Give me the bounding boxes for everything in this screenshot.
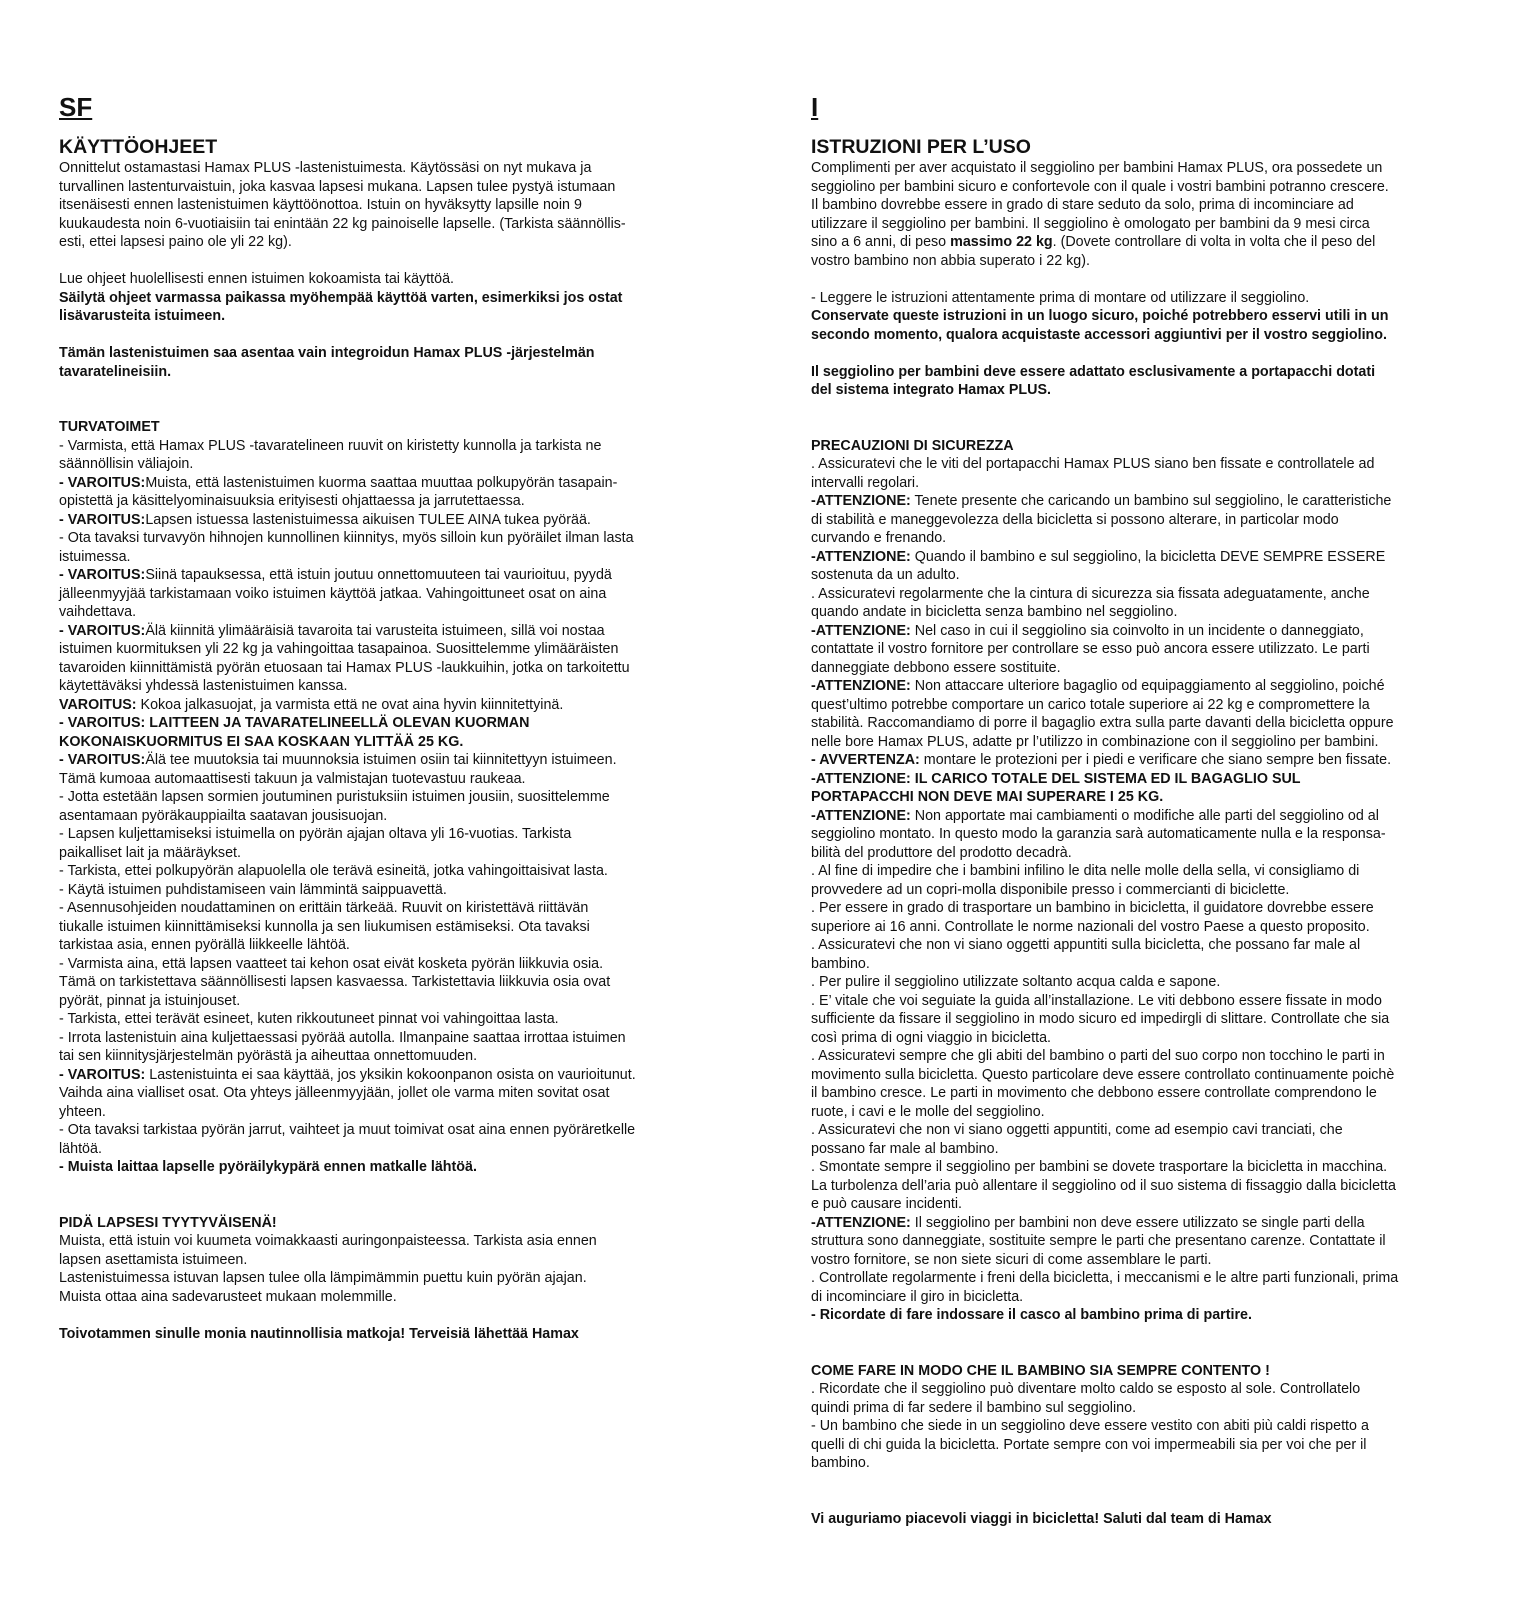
safety-list xyxy=(811,455,1476,1325)
safety-item xyxy=(59,437,709,474)
safety-item xyxy=(811,1214,1476,1270)
safety-item-text: Siinä tapauksessa, että istuin joutuu onnettomuuteen tai vaurioituu, pyydä jälleenmyyjää tarkistamaan voiko istuimen käyttöä jatkaa. Vahingoittuneet osat on aina vaihdettava. xyxy=(59,567,612,620)
safety-item-text: Älä kiinnitä ylimääräisiä tavaroita tai varusteita istuimeen, sillä voi nostaa istuimen kuormituksen yli 22 kg ja vahingoittaa tasapainoa. Suosittelemme ylimääräisten tavaroiden kiinnittämistä pyörän etuosaan tai Hamax PLUS -laukkuihin, jotka on tarkoitettu käytettäväksi yhdessä lastenistuimen kanssa. xyxy=(59,622,630,694)
safety-item-text: . Per essere in grado di trasportare un bambino in bicicletta, il guidatore dovrebbe essere superiore ai 16 anni. Controllate le norme nazionali del vostro Paese a questo proposito. xyxy=(811,900,1374,935)
happy-paragraph: Muista, että istuin voi kuumeta voimakkaasti auringonpaisteessa. Tarkista asia ennen lapsen asettamista istuimeen. Lastenistuimessa istuvan lapsen tulee olla lämpimämmin puettu kuin pyörän ajajan. Muista ottaa aina sadevarusteet mukaan molemmille. xyxy=(59,1233,597,1305)
safety-item-text: - Asennusohjeiden noudattaminen on erittäin tärkeää. Ruuvit on kiristettävä riittävän tiukalle istuimen kiinnittämiseksi kunnolla ja sen liukumisen estämiseksi. Ota tavaksi tarkistaa asia, ennen pyörällä liikkeelle lähtöä. xyxy=(59,900,590,953)
language-code: I xyxy=(811,92,819,122)
safety-item-label: - VAROITUS: xyxy=(59,567,146,583)
safety-item xyxy=(59,511,709,530)
intro-text: Complimenti per aver acquistato il seggiolino per bambini Hamax PLUS, ora possedete un seggiolino per bambini sicuro e confortevole con il quale i vostri bambini potranno crescere. Il bambino dovrebbe essere in grado di stare seduto da solo, prima di incominciare ad utilizzare il seggiolino per bambini. Il seggiolino è omologato per bambini da 9 mesi circa sino a 6 anni, di peso xyxy=(811,160,1389,250)
safety-item-text: Il seggiolino per bambini non deve essere utilizzato se single parti della struttura sono danneggiate, sostituite sempre le parti che presentano carenze. Contattate il vostro fornitore, se non siete sicuri di come assemblare le parti. xyxy=(811,1214,1386,1268)
safety-item-text: . E’ vitale che voi seguiate la guida all’installazione. Le viti debbono essere fissate in modo sufficiente da fissare il seggiolino in modo sicuro ed impedirgli di slittare. Controllate che sia così prima di ogni viaggio in bicicletta. xyxy=(811,992,1390,1046)
safety-item-label: - VAROITUS: xyxy=(59,622,146,639)
safety-item xyxy=(59,622,709,696)
safety-item-text: . Per pulire il seggiolino utilizzate soltanto acqua calda e sapone. xyxy=(811,974,1221,990)
safety-item-text: - Varmista, että Hamax PLUS -tavaratelineen ruuvit on kiristetty kunnolla ja tarkista ne säännöllisin väliajoin. xyxy=(59,437,602,472)
safety-item-text: Tenete presente che caricando un bambino sul seggiolino, le caratteristiche di stabilità e maneggevolezza della bicicletta si possono alterare, in particolar modo curvando e frenando. xyxy=(811,493,1392,546)
safety-item-label: - VAROITUS: xyxy=(59,511,146,528)
safety-item-text: montare le protezioni per i piedi e verificare che siano sempre ben fissate. xyxy=(919,752,1392,768)
safety-item-text: Nel caso in cui il seggiolino sia coinvolto in un incidente o danneggiato, contattate il vostro fornitore per controllare se esso può ancora essere utilizzato. Le parti danneggiate debbono essere sostituite. xyxy=(811,622,1370,676)
intro-paragraph: Onnittelut ostamastasi Hamax PLUS -lastenistuimesta. Käytössäsi on nyt mukava ja turvallinen lastenturvaistuin, joka kasvaa lapsesi mukana. Lapsen tulee pystyä istumaan itsenäisesti ennen lastenistuimen käyttöönottoa. Istuin on hyväksytty lapsille noin 9 kuukaudesta noin 6-vuotiaisiin tai enintään 22 kg painoiselle lapselle. (Tarkista säännöllis- esti, ettei lapsesi paino ole yli 22 kg). xyxy=(59,160,626,250)
safety-item-text: Älä tee muutoksia tai muunnoksia istuimen osiin tai kiinnitettyyn istuimeen. Tämä kumoaa automaattisesti takuun ja valmistajan tuotevastuu raukeaa. xyxy=(59,752,617,787)
language-code: SF xyxy=(59,92,93,122)
safety-item-text: Non apportate mai cambiamenti o modifiche alle parti del seggiolino od al seggiolino montato. In questo modo la garanzia sarà automaticamente nulla e la responsa- bilità del produttore del prodotto decadrà. xyxy=(811,807,1386,861)
safety-item-label: -ATTENZIONE: xyxy=(811,678,911,694)
safety-item-text: - Ota tavaksi tarkistaa pyörän jarrut, vaihteet ja muut toimivat osat aina ennen pyöräretkelle lähtöä. xyxy=(59,1122,636,1157)
safety-item-text: Quando il bambino e sul seggiolino, la bicicletta DEVE SEMPRE ESSERE sostenuta da un adulto. xyxy=(811,548,1386,583)
safety-item-text: - Tarkista, ettei terävät esineet, kuten rikkoutuneet pinnat voi vahingoittaa lasta. xyxy=(59,1011,559,1027)
safety-item-text: . Al fine di impedire che i bambini infilino le dita nelle molle della sella, vi consigliamo di provvedere ad un copri-molla disponibile presso i commercianti di biciclette. xyxy=(811,863,1360,898)
page-title: KÄYTTÖOHJEET xyxy=(59,136,218,158)
safety-item-text: . Assicuratevi che non vi siano oggetti appuntiti sulla bicicletta, che possano far male al bambino. xyxy=(811,937,1361,972)
safety-item-label: -ATTENZIONE: xyxy=(811,807,911,824)
safety-item xyxy=(811,677,1476,751)
safety-item-text: . Assicuratevi sempre che gli abiti del bambino o parti del suo corpo non tocchino le parti in movimento sulla bicicletta. Questo particolare deve essere controllato continuamente poichè il bambino cresce. Le parti in movimento che debbono essere controllate comprendono le ruote, i cavi e le molle del seggiolino. xyxy=(811,1048,1395,1120)
safety-item xyxy=(59,1010,709,1029)
safety-item-text: - Tarkista, ettei polkupyörän alapuolella ole terävä esineitä, jotka vahingoittaisivat lasta. xyxy=(59,863,608,879)
safety-item xyxy=(59,825,709,862)
safety-item xyxy=(811,751,1476,770)
happy-heading: COME FARE IN MODO CHE IL BAMBINO SIA SEMPRE CONTENTO ! xyxy=(811,1362,1270,1379)
finnish-column xyxy=(59,90,709,1343)
safety-item-text: Lastenistuinta ei saa käyttää, jos yksikin kokoonpanon osista on vaurioitunut. Vaihda aina vialliset osat. Ota yhteys jälleenmyyjään, jollet ole varma miten sovitat osat yhteen. xyxy=(59,1066,636,1120)
safety-item xyxy=(59,751,709,788)
safety-item xyxy=(811,455,1476,492)
safety-heading: TURVATOIMET xyxy=(59,419,160,435)
safety-item-label: - AVVERTENZA: xyxy=(811,752,920,768)
safety-item xyxy=(59,1121,709,1158)
safety-item-label: -ATTENZIONE: xyxy=(811,493,911,509)
safety-item xyxy=(811,862,1476,899)
safety-item xyxy=(59,862,709,881)
safety-item xyxy=(811,899,1476,936)
safety-heading: PRECAUZIONI DI SICUREZZA xyxy=(811,437,1014,454)
safety-item-text: . Controllate regolarmente i freni della bicicletta, i meccanismi e le altre parti funzionali, prima di incominciare il giro in bicicletta. xyxy=(811,1270,1399,1305)
safety-item-label: -ATTENZIONE: xyxy=(811,1214,911,1231)
italian-column xyxy=(811,90,1476,1528)
safety-item xyxy=(811,936,1476,973)
safety-item-label: VAROITUS: xyxy=(59,696,137,713)
safety-item xyxy=(59,714,709,751)
safety-item xyxy=(811,973,1476,992)
safety-item xyxy=(811,1047,1476,1121)
keep-instructions: Säilytä ohjeet varmassa paikassa myöhempää käyttöä varten, esimerkiksi jos ostat lisävarusteita istuimeen. xyxy=(59,289,623,324)
safety-item xyxy=(811,1121,1476,1158)
safety-item-text: Muista, että lastenistuimen kuorma saattaa muuttaa polkupyörän tasapain- opistettä ja käsittelyominaisuuksia erityisesti ohjattaessa ja jarrutettaessa. xyxy=(59,474,618,509)
safety-item-text: Kokoa jalkasuojat, ja varmista että ne ovat aina hyvin kiinnitettyinä. xyxy=(136,696,564,713)
safety-item xyxy=(59,955,709,1011)
safety-item xyxy=(811,770,1476,807)
safety-item xyxy=(59,1066,709,1122)
read-instructions: - Leggere le istruzioni attentamente prima di montare od utilizzare il seggiolino. xyxy=(811,289,1310,306)
happy-paragraph: . Ricordate che il seggiolino può diventare molto caldo se esposto al sole. Controllatelo quindi prima di far sedere il bambino sul seggiolino. - Un bambino che siede in un seggiolino deve essere vestito con abiti più caldi rispetto a quelli di chi guida la bicicletta. Portate sempre con voi impermeabili sia per voi che per il bambino. xyxy=(811,1381,1369,1471)
safety-list xyxy=(59,437,709,1177)
safety-item xyxy=(811,492,1476,548)
safety-item-label: - Muista laittaa lapselle pyöräilykypärä ennen matkalle lähtöä. xyxy=(59,1159,477,1175)
safety-item xyxy=(59,899,709,955)
safety-item xyxy=(59,788,709,825)
safety-item xyxy=(59,1158,709,1177)
safety-item-label: -ATTENZIONE: xyxy=(811,622,911,639)
safety-item-label: - VAROITUS: LAITTEEN JA TAVARATELINEELLÄ OLEVAN KUORMAN KOKONAISKUORMITUS EI SAA KOSKAAN YLITTÄÄ 25 KG. xyxy=(59,715,530,750)
intro-text-end: . (Dovete controllare di volta in volta che il peso del vostro bambino non abbia superato i 22 kg). xyxy=(811,234,1376,269)
safety-item xyxy=(811,622,1476,678)
intro-paragraph xyxy=(811,159,1476,270)
rack-notice: Tämän lastenistuimen saa asentaa vain integroidun Hamax PLUS -järjestelmän tavaratelineisiin. xyxy=(59,345,595,380)
safety-item-text: Non attaccare ulteriore bagaglio od equipaggiamento al seggiolino, poiché quest’ultimo potrebbe comportare un carico totale superiore ai 22 kg e compromettere la stabilità. Raccomandiamo di porre il bagaglio extra sulla parte davanti della bicicletta oppure nelle bore Hamax PLUS, adatte pr l’utilizzo in combinazione con il seggiolino per bambini. xyxy=(811,678,1394,750)
safety-item xyxy=(811,548,1476,585)
safety-item-text: - Irrota lastenistuin aina kuljettaessasi pyörää autolla. Ilmanpaine saattaa irrottaa istuimen tai sen kiinnitysjärjestelmän pyörästä ja aiheuttaa onnettomuuden. xyxy=(59,1029,626,1064)
page-title: ISTRUZIONI PER L’USO xyxy=(811,136,1031,158)
safety-item xyxy=(811,1158,1476,1214)
safety-item-text: . Assicuratevi che le viti del portapacchi Hamax PLUS siano ben fissate e controllatele ad intervalli regolari. xyxy=(811,456,1375,491)
keep-instructions: Conservate queste istruzioni in un luogo sicuro, poiché potrebbero esservi utili in un secondo momento, qualora acquistaste accessori aggiuntivi per il vostro seggiolino. xyxy=(811,308,1389,343)
safety-item-label: - VAROITUS: xyxy=(59,474,146,491)
safety-item xyxy=(811,1269,1476,1306)
happy-heading: PIDÄ LAPSESI TYYTYVÄISENÄ! xyxy=(59,1214,277,1231)
safety-item xyxy=(811,807,1476,863)
safety-item xyxy=(811,1306,1476,1325)
safety-item-text: Lapsen istuessa lastenistuimessa aikuisen TULEE AINA tukea pyörää. xyxy=(145,511,591,528)
safety-item xyxy=(811,992,1476,1048)
rack-notice: Il seggiolino per bambini deve essere adattato esclusivamente a portapacchi dotati del sistema integrato Hamax PLUS. xyxy=(811,363,1376,398)
safety-item-text: - Ota tavaksi turvavyön hihnojen kunnollinen kiinnitys, myös silloin kun pyöräilet ilman lasta istuimessa. xyxy=(59,530,634,565)
closing-text: Toivotammen sinulle monia nautinnollisia matkoja! Terveisiä lähettää Hamax xyxy=(59,1325,579,1342)
safety-item xyxy=(59,566,709,622)
safety-item-label: - Ricordate di fare indossare il casco al bambino prima di partire. xyxy=(811,1307,1252,1323)
safety-item-text: . Smontate sempre il seggiolino per bambini se dovete trasportare la bicicletta in macchina. La turbolenza dell’aria può allentare il seggiolino od il suo sistema di fissaggio dalla bicicletta e può causare incidenti. xyxy=(811,1159,1396,1212)
safety-item-text: - Käytä istuimen puhdistamiseen vain lämmintä saippuavettä. xyxy=(59,881,447,898)
safety-item-text: . Assicuratevi che non vi siano oggetti appuntiti, come ad esempio cavi tranciati, che possano far male al bambino. xyxy=(811,1122,1343,1157)
safety-item-label: - VAROITUS: xyxy=(59,752,146,768)
safety-item xyxy=(59,474,709,511)
safety-item-label: - VAROITUS: xyxy=(59,1066,146,1083)
safety-item xyxy=(59,1029,709,1066)
safety-item xyxy=(59,529,709,566)
safety-item-label: -ATTENZIONE: xyxy=(811,548,911,565)
safety-item-text: - Jotta estetään lapsen sormien joutuminen puristuksiin istuimen jousiin, suosittelemme asentamaan pyöräkauppiailta saatavan jousisuojan. xyxy=(59,789,610,824)
safety-item xyxy=(59,881,709,900)
safety-item xyxy=(59,696,709,715)
safety-item xyxy=(811,585,1476,622)
safety-item-text: . Assicuratevi regolarmente che la cintura di sicurezza sia fissata adeguatamente, anche quando andate in bicicletta senza bambino nel seggiolino. xyxy=(811,585,1370,620)
safety-item-label: -ATTENZIONE: IL CARICO TOTALE DEL SISTEMA ED IL BAGAGLIO SUL PORTAPACCHI NON DEVE MAI SUPERARE I 25 KG. xyxy=(811,770,1301,805)
intro-weight-limit: massimo 22 kg xyxy=(950,234,1053,250)
read-instructions: Lue ohjeet huolellisesti ennen istuimen kokoamista tai käyttöä. xyxy=(59,271,454,287)
safety-item-text: - Lapsen kuljettamiseksi istuimella on pyörän ajajan oltava yli 16-vuotias. Tarkista paikalliset lait ja määräykset. xyxy=(59,826,572,861)
closing-text: Vi auguriamo piacevoli viaggi in bicicletta! Saluti dal team di Hamax xyxy=(811,1510,1272,1527)
safety-item-text: - Varmista aina, että lapsen vaatteet tai kehon osat eivät kosketa pyörän liikkuvia osia. Tämä on tarkistettava säännöllisesti lapsen kasvaessa. Tarkistettavia liikkuvia osia ovat pyörät, pinnat ja istuinjouset. xyxy=(59,955,611,1009)
